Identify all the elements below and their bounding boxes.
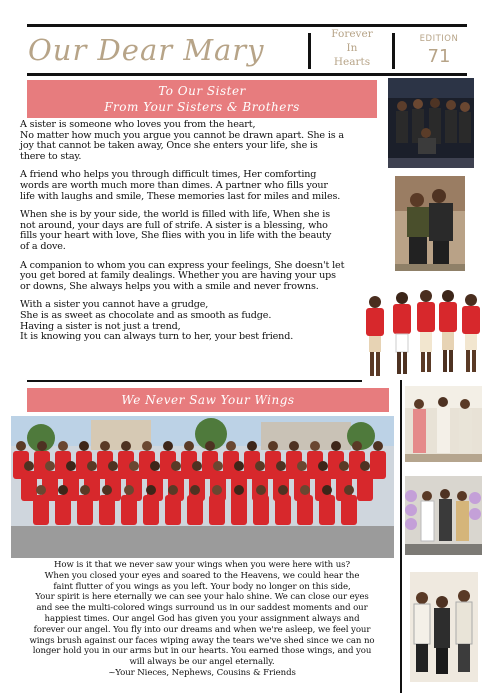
tagline-line: In [346, 42, 358, 54]
tagline-line: Hearts [333, 56, 371, 68]
poem-line: It is knowing you can always turn to her, your best friend. [20, 331, 294, 343]
tribute-line: will always be our angel eternally. [129, 657, 275, 668]
poem-stanza [20, 120, 384, 162]
tribute-line: forever our angel. You fly into our dreams and when we're asleep, we feel your [33, 624, 371, 635]
edition-label: EDITION [419, 34, 459, 44]
poem-line: there to stay. [20, 150, 82, 162]
poem-line: of a dove. [20, 240, 66, 252]
tribute-line: and see the multi-colored wings surround us in our saddest moments and our [36, 603, 368, 614]
poem-line: you get bored at family dealings. Whether you are having your ups [20, 270, 336, 282]
wings-tribute-text [10, 560, 394, 679]
photo-red-shirts-women [362, 282, 488, 382]
poem-line: With a sister you cannot have a grudge, [20, 299, 209, 311]
header-top-rule [27, 24, 467, 27]
tribute-line: When you closed your eyes and soared to the Heavens, we could hear the [44, 570, 360, 581]
poem-line: or downs, She always helps you with a smile and never frowns. [20, 280, 319, 292]
poem-line: A friend who helps you through difficult times, Her comforting [20, 169, 317, 181]
poem-line: A companion to whom you can express your feelings, She doesn't let [20, 259, 345, 271]
photo-couple [395, 176, 465, 271]
column-divider [400, 380, 402, 693]
edition-number: 71 [427, 46, 451, 67]
poem-stanza [20, 300, 384, 342]
poem-stanza [20, 210, 384, 252]
header-divider-right [392, 33, 395, 69]
poem-line: A sister is someone who loves you from the heart, [20, 119, 256, 130]
sister-poem-banner [27, 80, 377, 118]
photo-women-dresses [405, 386, 482, 462]
poem-stanza [20, 261, 384, 293]
poem-line: not around, your days are full of strife. A sister is a blessing, who [20, 219, 328, 231]
tribute-line: How is it that we never saw your wings when you were here with us? [54, 560, 350, 570]
poem-line: No matter how much you argue you cannot be drawn apart. She is a [20, 129, 345, 141]
tribute-line: happiest times. Our angel God has given you your assignment always and [44, 613, 360, 624]
photo-group-dark [388, 78, 474, 168]
poem-line: life with laughs and smile, These memories last for miles and miles. [20, 190, 341, 202]
poem-line: words are worth much more than dimes. A partner who fills your [20, 179, 328, 191]
tribute-line: Your spirit is here eternally we can see your halo shine. We can close our eyes [35, 592, 369, 603]
photo-family-reunion [11, 416, 394, 558]
poem-stanza [20, 170, 384, 202]
poem-line: When she is by your side, the world is filled with life, When she is [20, 209, 331, 221]
tribute-line: wings brush against our faces wiping away the tears we've shed since we can no [29, 635, 375, 646]
photo-group-indoor [410, 572, 478, 682]
poem-line: joy that cannot be taken away, Once she enters your life, she is [20, 140, 318, 152]
banner-line: From Your Sisters & Brothers [104, 100, 300, 114]
sister-poem [20, 120, 384, 351]
banner-line: To Our Sister [158, 84, 246, 98]
tribute-line: longer hold you in our arms but in our hearts. You earned those wings, and you [32, 646, 372, 657]
photo-women-balloons [405, 476, 482, 555]
poem-line: Having a sister is not just a trend, [20, 320, 181, 332]
tribute-signature: ~Your Nieces, Nephews, Cousins & Friends [108, 667, 296, 678]
section-divider [27, 380, 362, 382]
header-bottom-rule [27, 73, 467, 76]
tribute-line: faint flutter of you wings as you left. Your body no longer on this side, [53, 581, 351, 592]
header-tagline [318, 27, 386, 71]
wings-banner: We Never Saw Your Wings [27, 388, 389, 412]
tagline-line: Forever [331, 28, 373, 40]
poem-line: She is as sweet as chocolate and as smooth as fudge. [20, 309, 272, 321]
poem-line: fills your heart with love, She flies with you in life with the beauty [20, 230, 332, 242]
header-divider-left [308, 33, 311, 69]
newsletter-title: Our Dear Mary [28, 33, 265, 67]
